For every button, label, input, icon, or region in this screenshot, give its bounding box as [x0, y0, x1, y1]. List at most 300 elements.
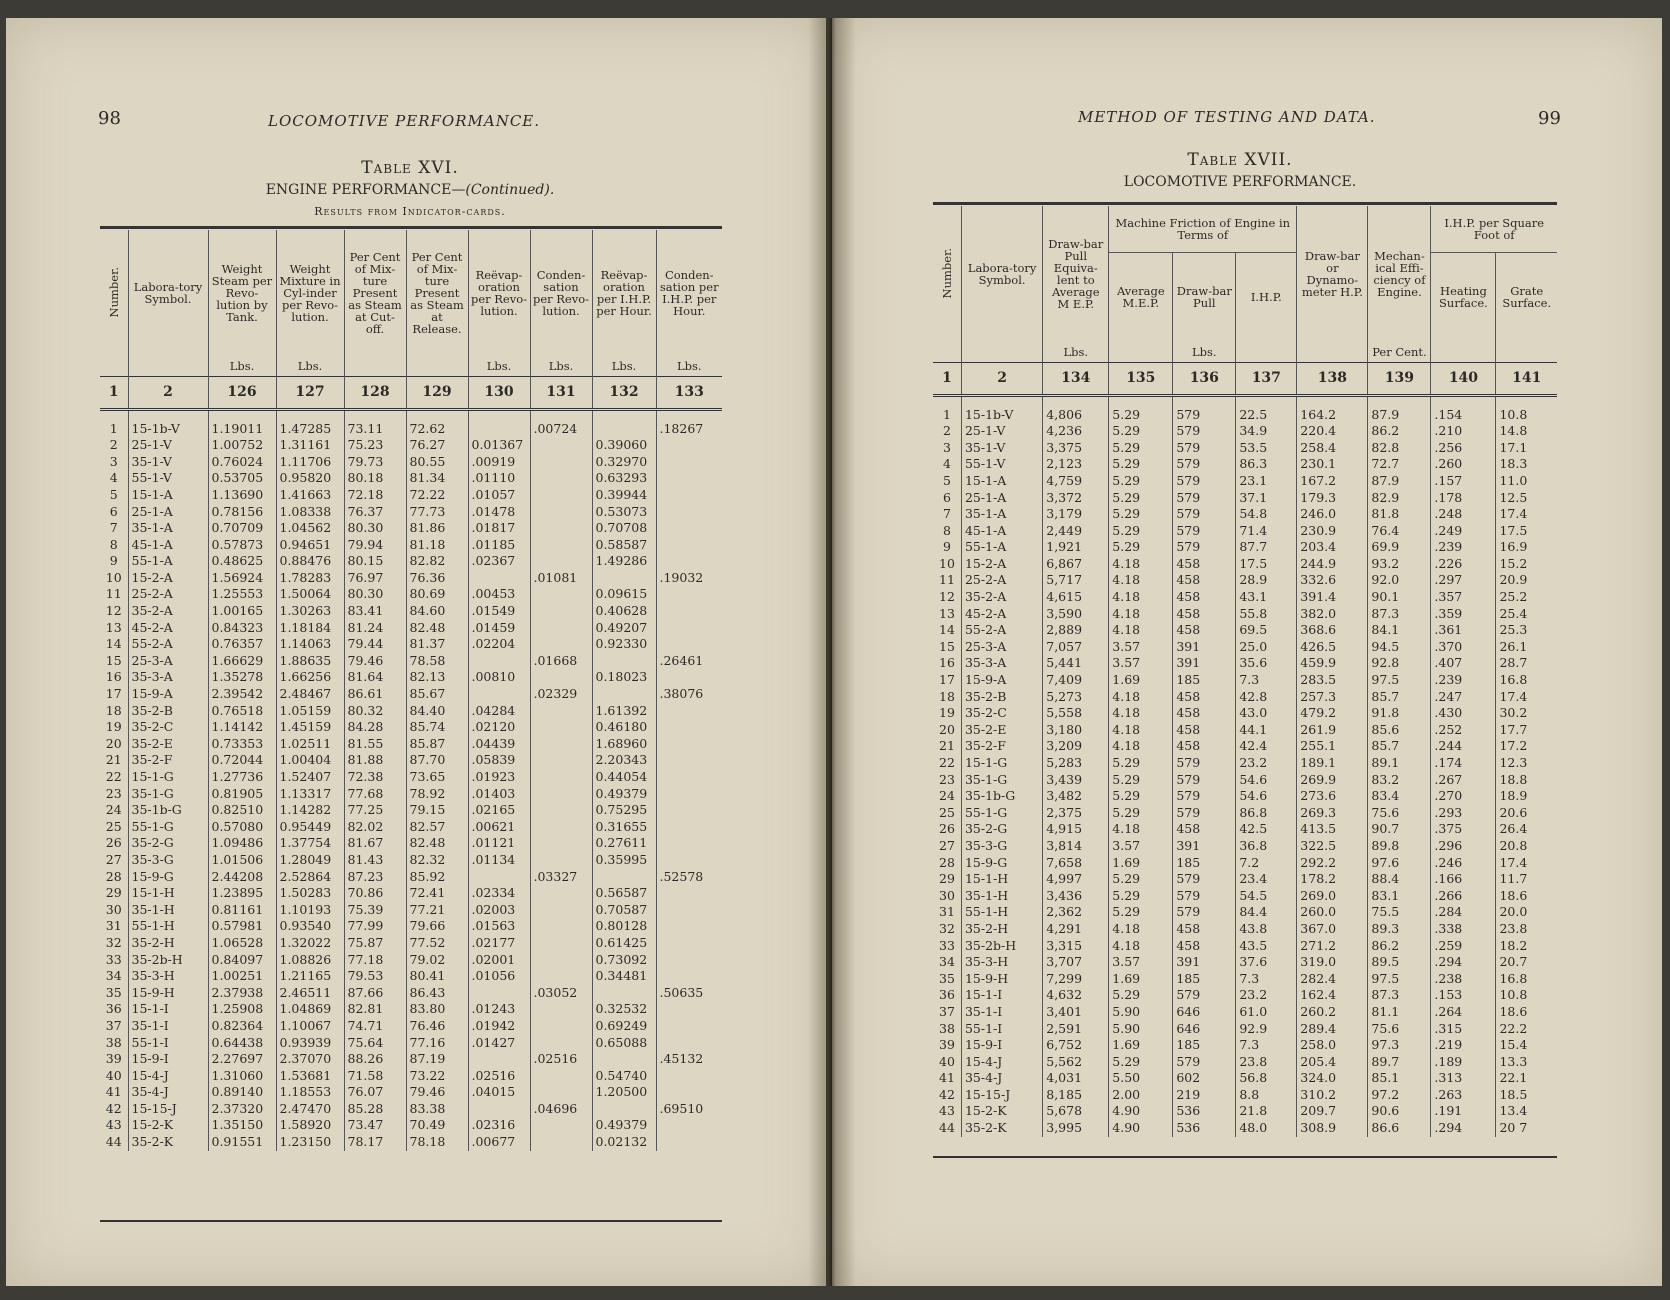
- table-cell: 81.55: [344, 736, 406, 753]
- table-cell: 54.5: [1236, 888, 1297, 905]
- table-cell: 2.37938: [208, 985, 276, 1002]
- table-cell: 35-2-A: [961, 589, 1042, 606]
- table-cell: 72.62: [406, 409, 468, 437]
- table-cell: 75.87: [344, 935, 406, 952]
- table-cell: .189: [1431, 1054, 1496, 1071]
- table-cell: 185: [1173, 971, 1236, 988]
- table-cell: 458: [1173, 722, 1236, 739]
- table-cell: 271.2: [1297, 938, 1368, 955]
- table-cell: 332.6: [1297, 572, 1368, 589]
- table-cell: 19: [933, 705, 961, 722]
- table-cell: 4.18: [1109, 606, 1173, 623]
- table-cell: 82.13: [406, 669, 468, 686]
- table-cell: 382.0: [1297, 606, 1368, 623]
- table-cell: 87.9: [1368, 395, 1431, 423]
- table-cell: 258.4: [1297, 440, 1368, 457]
- table-cell: .375: [1431, 821, 1496, 838]
- table-cell: 41: [933, 1070, 961, 1087]
- table-cell: 0.84097: [208, 952, 276, 969]
- table-cell: .263: [1431, 1087, 1496, 1104]
- right-header-col136: Draw-bar Pull: [1173, 252, 1236, 342]
- table-cell: 20: [933, 722, 961, 739]
- table-cell: 1.50283: [276, 885, 344, 902]
- table-row: [100, 752, 722, 769]
- table-cell: [530, 1018, 592, 1035]
- table-cell: 324.0: [1297, 1070, 1368, 1087]
- table-cell: [656, 537, 722, 554]
- table-cell: 0.56587: [592, 885, 656, 902]
- table-cell: 15-1-A: [961, 473, 1042, 490]
- table-row: [933, 606, 1557, 623]
- table-cell: 97.5: [1368, 971, 1431, 988]
- table-cell: .293: [1431, 805, 1496, 822]
- table-cell: 273.6: [1297, 788, 1368, 805]
- table-cell: [530, 520, 592, 537]
- table-cell: 85.74: [406, 719, 468, 736]
- table-cell: .04696: [530, 1101, 592, 1118]
- table-cell: 2.47470: [276, 1101, 344, 1118]
- table-cell: 0.53705: [208, 470, 276, 487]
- table-cell: [530, 1117, 592, 1134]
- table-cell: 35-1-G: [961, 772, 1042, 789]
- table-row: [933, 904, 1557, 921]
- table-cell: 2.46511: [276, 985, 344, 1002]
- table-cell: 4.18: [1109, 705, 1173, 722]
- table-cell: 5.29: [1109, 456, 1173, 473]
- table-row: [933, 489, 1557, 506]
- table-cell: [592, 653, 656, 670]
- table-cell: 0.18023: [592, 669, 656, 686]
- table-cell: [530, 902, 592, 919]
- table-cell: [530, 586, 592, 603]
- table-cell: 458: [1173, 821, 1236, 838]
- table-cell: 15-15-J: [961, 1087, 1042, 1104]
- table-cell: 7.3: [1236, 672, 1297, 689]
- table-cell: 81.86: [406, 520, 468, 537]
- table-cell: 35-1-H: [961, 888, 1042, 905]
- table-cell: 35-2-C: [961, 705, 1042, 722]
- table-cell: .239: [1431, 539, 1496, 556]
- table-cell: [592, 869, 656, 886]
- right-colnum: 137: [1236, 362, 1297, 395]
- table-cell: 261.9: [1297, 722, 1368, 739]
- right-header-col141: Grate Surface.: [1502, 284, 1552, 311]
- table-cell: 1.69: [1109, 971, 1173, 988]
- table-cell: 18: [100, 703, 128, 720]
- table-cell: .01563: [468, 918, 530, 935]
- table-cell: 5.29: [1109, 440, 1173, 457]
- table-cell: 4,291: [1043, 921, 1109, 938]
- right-unit-cell: [933, 342, 961, 362]
- table-cell: 32: [100, 935, 128, 952]
- table-cell: 15-9-A: [961, 672, 1042, 689]
- left-table-title: Table XVI.: [361, 158, 459, 178]
- table-cell: 5,273: [1043, 689, 1109, 706]
- table-cell: [656, 503, 722, 520]
- table-cell: 83.38: [406, 1101, 468, 1118]
- table-cell: 15: [933, 639, 961, 656]
- table-cell: 646: [1173, 1020, 1236, 1037]
- left-unit-cell: Lbs.: [468, 356, 530, 376]
- table-cell: 97.3: [1368, 1037, 1431, 1054]
- table-cell: 69.5: [1236, 622, 1297, 639]
- table-cell: 35-2-G: [961, 821, 1042, 838]
- table-cell: .191: [1431, 1103, 1496, 1120]
- table-cell: 55-1-H: [128, 918, 208, 935]
- table-cell: 10.8: [1499, 406, 1528, 422]
- table-cell: 77.18: [344, 952, 406, 969]
- table-cell: 7.3: [1236, 1037, 1297, 1054]
- table-cell: 2.39542: [208, 686, 276, 703]
- table-cell: .02001: [468, 952, 530, 969]
- left-unit-cell: Lbs.: [276, 356, 344, 376]
- table-cell: 54.6: [1236, 772, 1297, 789]
- left-colnum: 131: [530, 376, 592, 409]
- table-cell: [530, 620, 592, 637]
- table-cell: 35-4-J: [961, 1070, 1042, 1087]
- table-cell: 3.57: [1109, 838, 1173, 855]
- table-cell: 185: [1173, 1037, 1236, 1054]
- table-cell: [656, 603, 722, 620]
- table-cell: 1.49286: [592, 553, 656, 570]
- table-cell: 28.7: [1499, 655, 1528, 671]
- table-cell: 6: [933, 489, 961, 506]
- right-unit-cell: [1496, 342, 1557, 362]
- table-cell: 1.14063: [276, 636, 344, 653]
- table-cell: .02003: [468, 902, 530, 919]
- table-cell: 0.32532: [592, 1001, 656, 1018]
- table-cell: 310.2: [1297, 1087, 1368, 1104]
- table-cell: 15-1-G: [128, 769, 208, 786]
- table-cell: [592, 1101, 656, 1118]
- table-cell: .01459: [468, 620, 530, 637]
- table-cell: .00810: [468, 669, 530, 686]
- table-cell: 1.14142: [208, 719, 276, 736]
- table-cell: 0.44054: [592, 769, 656, 786]
- table-cell: 0.34481: [592, 968, 656, 985]
- left-header-col128: Per Cent of Mix-ture Present as Steam at Cut-off.: [344, 230, 406, 356]
- table-cell: [468, 653, 530, 670]
- table-cell: .01081: [530, 570, 592, 587]
- table-cell: 1.10067: [276, 1018, 344, 1035]
- table-cell: 1.04869: [276, 1001, 344, 1018]
- table-row: [933, 1004, 1557, 1021]
- table-cell: 283.5: [1297, 672, 1368, 689]
- table-cell: [656, 454, 722, 471]
- right-unit-cell: [1109, 342, 1173, 362]
- table-cell: 25-2-A: [961, 572, 1042, 589]
- table-cell: 8,185: [1043, 1087, 1109, 1104]
- table-cell: 269.0: [1297, 888, 1368, 905]
- table-row: [100, 802, 722, 819]
- table-cell: 20.6: [1499, 804, 1528, 820]
- table-cell: 35-2-H: [128, 935, 208, 952]
- table-row: [100, 935, 722, 952]
- table-cell: 30.2: [1499, 705, 1528, 721]
- table-cell: 27: [100, 852, 128, 869]
- table-cell: 579: [1173, 539, 1236, 556]
- table-row: [100, 918, 722, 935]
- table-cell: .430: [1431, 705, 1496, 722]
- table-cell: .00621: [468, 819, 530, 836]
- table-row: [100, 769, 722, 786]
- table-row: [100, 1018, 722, 1035]
- table-row: [933, 871, 1557, 888]
- table-cell: 72.41: [406, 885, 468, 902]
- table-cell: 97.6: [1368, 855, 1431, 872]
- table-row: [933, 987, 1557, 1004]
- table-cell: 13: [100, 620, 128, 637]
- table-cell: 54.8: [1236, 506, 1297, 523]
- table-cell: .266: [1431, 888, 1496, 905]
- table-cell: 18.5: [1499, 1086, 1528, 1102]
- table-cell: 69.9: [1368, 539, 1431, 556]
- table-cell: 55-2-A: [961, 622, 1042, 639]
- table-cell: 22: [100, 769, 128, 786]
- table-cell: 20.0: [1499, 904, 1528, 920]
- table-cell: 1.69: [1109, 855, 1173, 872]
- right-colnum: 139: [1368, 362, 1431, 395]
- table-cell: 458: [1173, 589, 1236, 606]
- table-cell: 23.2: [1236, 987, 1297, 1004]
- table-cell: [656, 636, 722, 653]
- table-cell: 5.29: [1109, 987, 1173, 1004]
- table-cell: [656, 553, 722, 570]
- table-cell: 2.00: [1109, 1087, 1173, 1104]
- table-cell: 1.08338: [276, 503, 344, 520]
- table-cell: 5.50: [1109, 1070, 1173, 1087]
- table-cell: 579: [1173, 772, 1236, 789]
- table-cell: .252: [1431, 722, 1496, 739]
- table-cell: 26.1: [1499, 638, 1528, 654]
- table-cell: 84.4: [1236, 904, 1297, 921]
- table-cell: 22.2: [1499, 1020, 1528, 1036]
- table-cell: 82.81: [344, 1001, 406, 1018]
- table-cell: 35-3-A: [128, 669, 208, 686]
- table-cell: 44: [100, 1134, 128, 1151]
- table-cell: 21: [100, 752, 128, 769]
- table-cell: 17.5: [1499, 522, 1528, 538]
- table-cell: 17.4: [1499, 688, 1528, 704]
- table-cell: 25: [933, 805, 961, 822]
- table-cell: 38: [933, 1020, 961, 1037]
- table-cell: [530, 835, 592, 852]
- table-cell: .04284: [468, 703, 530, 720]
- table-cell: 9: [933, 539, 961, 556]
- table-cell: 22: [933, 755, 961, 772]
- left-colnum: 130: [468, 376, 530, 409]
- table-row: [933, 788, 1557, 805]
- table-cell: 1.78283: [276, 570, 344, 587]
- table-cell: 0.76024: [208, 454, 276, 471]
- table-cell: 5,558: [1043, 705, 1109, 722]
- left-header-col129: Per Cent of Mix-ture Present as Steam at Release.: [406, 230, 468, 356]
- table-cell: 4.18: [1109, 738, 1173, 755]
- table-cell: .01121: [468, 835, 530, 852]
- table-row: [933, 722, 1557, 739]
- table-row: [933, 1087, 1557, 1104]
- right-header-col135: Average M.E.P.: [1109, 252, 1173, 342]
- table-cell: 0.84323: [208, 620, 276, 637]
- table-cell: 77.16: [406, 1034, 468, 1051]
- table-cell: 185: [1173, 672, 1236, 689]
- table-cell: 30: [100, 902, 128, 919]
- table-cell: 413.5: [1297, 821, 1368, 838]
- table-row: [100, 470, 722, 487]
- table-cell: 18.6: [1499, 887, 1528, 903]
- table-cell: 5.29: [1109, 755, 1173, 772]
- table-cell: [656, 620, 722, 637]
- table-cell: 15.2: [1499, 555, 1528, 571]
- table-cell: 4,031: [1043, 1070, 1109, 1087]
- right-header-col137: I.H.P.: [1236, 252, 1297, 342]
- table-cell: .338: [1431, 921, 1496, 938]
- table-row: [933, 954, 1557, 971]
- table-cell: 80.55: [406, 454, 468, 471]
- table-cell: 162.4: [1297, 987, 1368, 1004]
- table-cell: 255.1: [1297, 738, 1368, 755]
- table-cell: 56.8: [1236, 1070, 1297, 1087]
- table-row: [933, 655, 1557, 672]
- table-cell: 536: [1173, 1103, 1236, 1120]
- table-cell: .02120: [468, 719, 530, 736]
- table-cell: 458: [1173, 572, 1236, 589]
- table-cell: 35-2-B: [961, 689, 1042, 706]
- table-cell: 1.00165: [208, 603, 276, 620]
- table-cell: .284: [1431, 904, 1496, 921]
- table-cell: .264: [1431, 1004, 1496, 1021]
- left-unit-cell: [406, 356, 468, 376]
- table-row: [100, 885, 722, 902]
- table-cell: 20 7: [1499, 1120, 1528, 1136]
- table-cell: 203.4: [1297, 539, 1368, 556]
- table-cell: 14.8: [1499, 423, 1528, 439]
- table-cell: 260.2: [1297, 1004, 1368, 1021]
- table-cell: 579: [1173, 888, 1236, 905]
- table-cell: 23.4: [1236, 871, 1297, 888]
- table-cell: 2.27697: [208, 1051, 276, 1068]
- table-cell: 5.29: [1109, 506, 1173, 523]
- table-cell: 0.35995: [592, 852, 656, 869]
- left-colnum: 2: [128, 376, 208, 409]
- table-cell: 0.31655: [592, 819, 656, 836]
- table-cell: 1.09486: [208, 835, 276, 852]
- table-cell: 6,867: [1043, 556, 1109, 573]
- table-row: [933, 423, 1557, 440]
- table-cell: 82.48: [406, 620, 468, 637]
- table-cell: .01427: [468, 1034, 530, 1051]
- table-cell: 81.64: [344, 669, 406, 686]
- table-cell: 1.35150: [208, 1117, 276, 1134]
- table-cell: 18.3: [1499, 456, 1528, 472]
- table-cell: [468, 869, 530, 886]
- table-cell: 0.48625: [208, 553, 276, 570]
- table-cell: 23: [100, 786, 128, 803]
- table-cell: 5.29: [1109, 489, 1173, 506]
- table-cell: 42.4: [1236, 738, 1297, 755]
- table-cell: 78.18: [406, 1134, 468, 1151]
- table-cell: .239: [1431, 672, 1496, 689]
- table-cell: 4,915: [1043, 821, 1109, 838]
- table-cell: 34: [933, 954, 961, 971]
- table-cell: 43: [933, 1103, 961, 1120]
- table-cell: 0.54740: [592, 1068, 656, 1085]
- table-cell: 0.92330: [592, 636, 656, 653]
- table-cell: .357: [1431, 589, 1496, 606]
- table-row: [933, 523, 1557, 540]
- table-cell: [656, 470, 722, 487]
- table-cell: 45-2-A: [128, 620, 208, 637]
- table-cell: 15-2-K: [961, 1103, 1042, 1120]
- table-cell: 0.49207: [592, 620, 656, 637]
- left-header-col133: Conden-sation per I.H.P. per Hour.: [659, 267, 719, 319]
- table-cell: 12: [933, 589, 961, 606]
- table-row: [933, 1020, 1557, 1037]
- table-cell: 70.49: [406, 1117, 468, 1134]
- table-cell: 2: [100, 437, 128, 454]
- table-cell: 458: [1173, 738, 1236, 755]
- table-cell: 36: [100, 1001, 128, 1018]
- table-cell: 0.58587: [592, 537, 656, 554]
- table-cell: .50635: [659, 984, 704, 1000]
- table-cell: 55-2-A: [128, 636, 208, 653]
- table-cell: 90.7: [1368, 821, 1431, 838]
- table-cell: 85.6: [1368, 722, 1431, 739]
- table-cell: [656, 1068, 722, 1085]
- table-cell: 15-1-G: [961, 755, 1042, 772]
- table-cell: 0.53073: [592, 503, 656, 520]
- table-cell: 36: [933, 987, 961, 1004]
- table-cell: 230.9: [1297, 523, 1368, 540]
- table-cell: 319.0: [1297, 954, 1368, 971]
- table-row: [933, 755, 1557, 772]
- table-cell: 1.31060: [208, 1068, 276, 1085]
- table-cell: 1.25553: [208, 586, 276, 603]
- table-cell: [656, 1084, 722, 1101]
- table-cell: 16: [100, 669, 128, 686]
- table-cell: 5,562: [1043, 1054, 1109, 1071]
- table-cell: 28.9: [1236, 572, 1297, 589]
- table-cell: 14: [933, 622, 961, 639]
- table-cell: [530, 935, 592, 952]
- table-cell: 23.2: [1236, 755, 1297, 772]
- table-cell: 579: [1173, 395, 1236, 423]
- right-unit-cell: [1431, 342, 1496, 362]
- table-cell: 4,997: [1043, 871, 1109, 888]
- table-cell: 35-1-V: [961, 440, 1042, 457]
- table-cell: 4.18: [1109, 921, 1173, 938]
- table-cell: 39: [100, 1051, 128, 1068]
- table-cell: .01923: [468, 769, 530, 786]
- table-cell: 25-2-A: [128, 586, 208, 603]
- table-cell: 37.6: [1236, 954, 1297, 971]
- table-cell: 579: [1173, 440, 1236, 457]
- table-cell: 79.44: [344, 636, 406, 653]
- table-cell: 81.1: [1368, 1004, 1431, 1021]
- table-cell: 0.39060: [592, 437, 656, 454]
- table-cell: 4.18: [1109, 572, 1173, 589]
- table-cell: 1.06528: [208, 935, 276, 952]
- table-cell: 35-2-F: [128, 752, 208, 769]
- table-cell: 7,299: [1043, 971, 1109, 988]
- table-cell: 17.4: [1499, 854, 1528, 870]
- table-row: [100, 1051, 722, 1068]
- table-cell: 77.99: [344, 918, 406, 935]
- table-cell: .02165: [468, 802, 530, 819]
- left-table-subtitle: [230, 182, 590, 198]
- table-cell: [530, 786, 592, 803]
- table-cell: [656, 520, 722, 537]
